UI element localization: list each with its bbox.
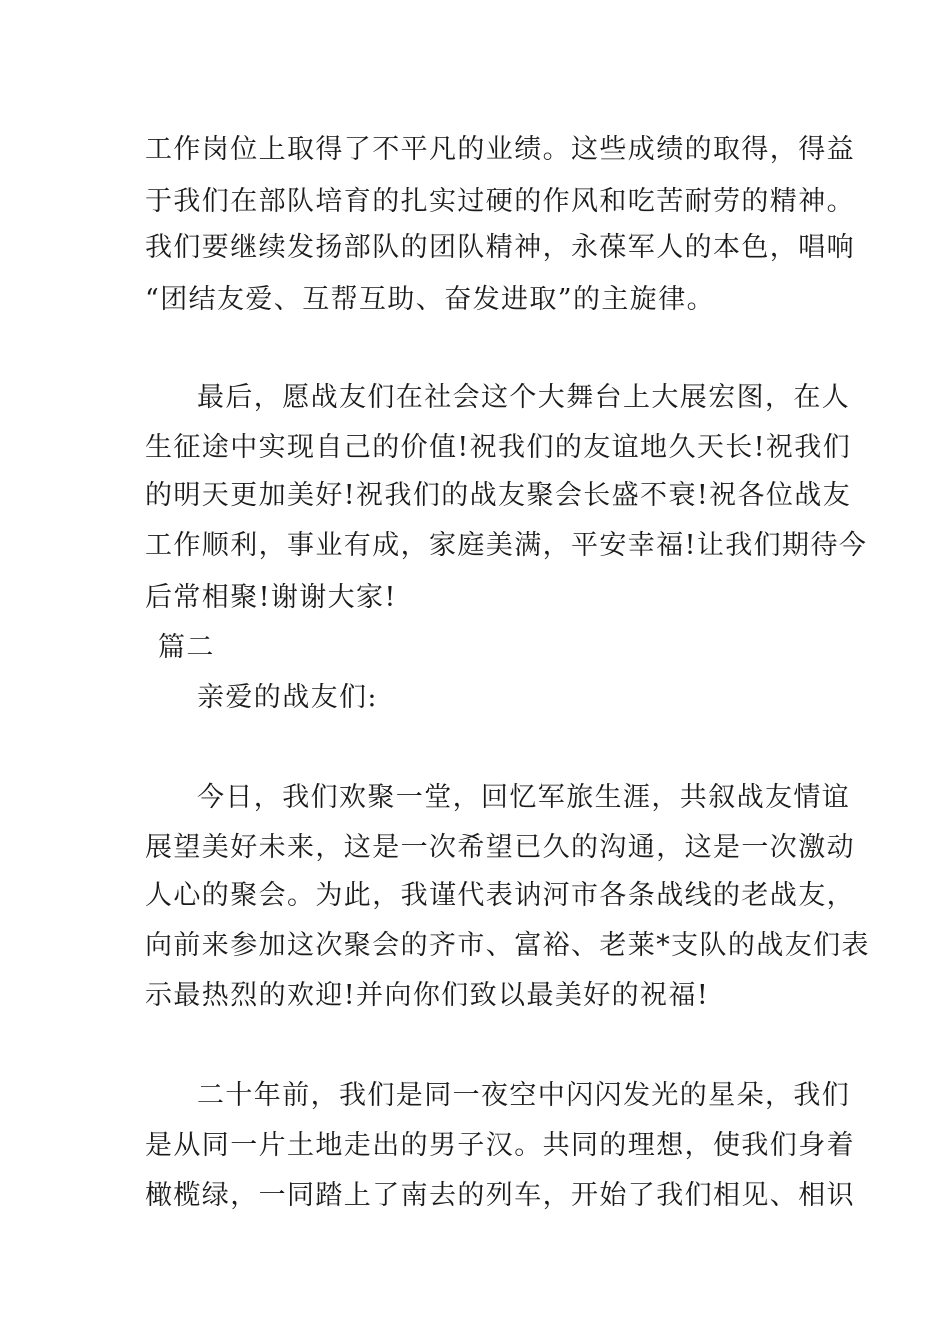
text-line: 工作顺利，事业有成，家庭美满，平安幸福!让我们期待今 xyxy=(145,530,868,561)
text-line: “团结友爱、互帮互助、奋发进取”的主旋律。 xyxy=(145,284,716,315)
section-heading: 篇二 xyxy=(158,632,215,663)
text-line: 示最热烈的欢迎!并向你们致以最美好的祝福! xyxy=(145,980,710,1011)
text-line: 工作岗位上取得了不平凡的业绩。这些成绩的取得，得益 xyxy=(145,134,855,165)
paragraph-first-line: 最后，愿战友们在社会这个大舞台上大展宏图，在人 xyxy=(197,382,851,413)
paragraph-first-line: 二十年前，我们是同一夜空中闪闪发光的星朵，我们 xyxy=(197,1080,851,1111)
text-line: 人心的聚会。为此，我谨代表讷河市各条战线的老战友， xyxy=(145,880,855,911)
text-line: 后常相聚!谢谢大家! xyxy=(145,582,397,613)
text-line: 是从同一片土地走出的男子汉。共同的理想，使我们身着 xyxy=(145,1130,855,1161)
text-line: 展望美好未来，这是一次希望已久的沟通，这是一次激动 xyxy=(145,832,855,863)
text-line: 向前来参加这次聚会的齐市、富裕、老莱*支队的战友们表 xyxy=(145,930,870,961)
salutation: 亲爱的战友们: xyxy=(197,682,378,713)
paragraph-first-line: 今日，我们欢聚一堂，回忆军旅生涯，共叙战友情谊 xyxy=(197,782,851,813)
text-line: 于我们在部队培育的扎实过硬的作风和吃苦耐劳的精神。 xyxy=(145,186,855,217)
text-line: 生征途中实现自己的价值!祝我们的友谊地久天长!祝我们 xyxy=(145,432,852,463)
text-line: 的明天更加美好!祝我们的战友聚会长盛不衰!祝各位战友 xyxy=(145,480,852,511)
text-line: 我们要继续发扬部队的团队精神，永葆军人的本色，唱响 xyxy=(145,232,855,263)
text-line: 橄榄绿，一同踏上了南去的列车，开始了我们相见、相识 xyxy=(145,1180,855,1211)
